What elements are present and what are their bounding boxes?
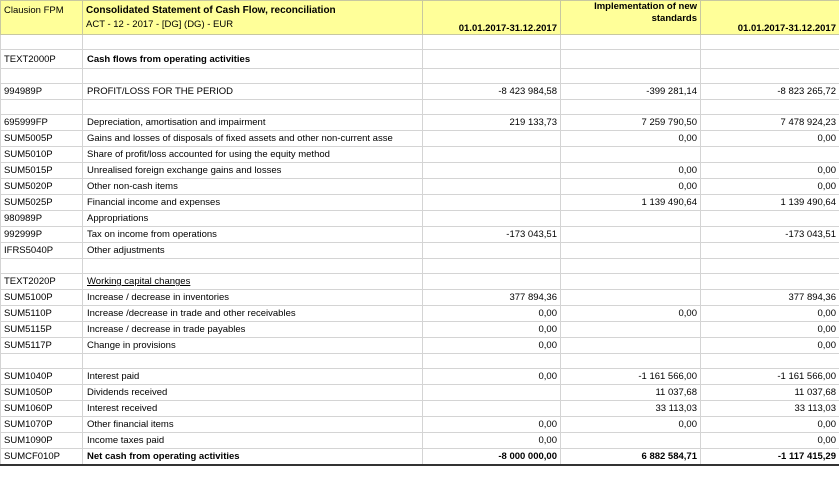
row-value-new-standards-cell[interactable]: 33 113,03 [561, 401, 701, 417]
row-value-new-standards-cell[interactable] [561, 338, 701, 354]
empty-cell[interactable] [701, 354, 839, 369]
row-code-cell[interactable]: TEXT2020P [1, 274, 83, 290]
row-code-cell[interactable]: SUM1090P [1, 433, 83, 449]
row-value-new-standards-cell[interactable] [561, 243, 701, 259]
empty-cell[interactable] [1, 35, 83, 50]
table-row [1, 50, 839, 69]
row-value-period-1-cell[interactable] [423, 211, 561, 227]
row-description-cell[interactable]: Working capital changes [83, 274, 423, 290]
empty-cell[interactable] [701, 35, 839, 50]
empty-cell[interactable] [561, 354, 701, 369]
row-code-cell[interactable]: 994989P [1, 84, 83, 100]
row-value-period-1-cell[interactable] [423, 179, 561, 195]
row-code-cell[interactable]: SUM1060P [1, 401, 83, 417]
report-title-cell[interactable] [83, 1, 423, 35]
row-description-cell[interactable]: Increase /decrease in trade and other receivables [83, 306, 423, 322]
empty-row [1, 100, 839, 115]
row-code-cell[interactable]: 980989P [1, 211, 83, 227]
row-value-new-standards-cell[interactable] [561, 322, 701, 338]
row-value-new-standards-cell[interactable] [561, 274, 701, 290]
table-row [1, 417, 839, 433]
empty-cell[interactable] [561, 259, 701, 274]
row-description-cell[interactable]: Change in provisions [83, 338, 423, 354]
row-code-cell[interactable]: SUM1050P [1, 385, 83, 401]
empty-cell[interactable] [561, 100, 701, 115]
row-value-period-1-cell[interactable] [423, 401, 561, 417]
table-row [1, 179, 839, 195]
empty-cell[interactable] [83, 100, 423, 115]
row-description-cell[interactable]: Gains and losses of disposals of fixed assets and other non-current asse [83, 131, 423, 147]
row-value-period-1-cell[interactable]: 0,00 [423, 322, 561, 338]
column-header-new-standards-line1: Implementation of new [594, 1, 697, 12]
header-row [1, 1, 839, 35]
row-value-new-standards-cell[interactable]: 1 139 490,64 [561, 195, 701, 211]
row-description-cell[interactable]: Unrealised foreign exchange gains and losses [83, 163, 423, 179]
row-value-new-standards-cell[interactable]: 11 037,68 [561, 385, 701, 401]
row-code-cell[interactable]: SUM5115P [1, 322, 83, 338]
row-description-cell[interactable]: Increase / decrease in trade payables [83, 322, 423, 338]
row-code-cell[interactable]: SUM5015P [1, 163, 83, 179]
row-value-period-2-cell[interactable] [701, 50, 839, 69]
empty-cell[interactable] [1, 100, 83, 115]
empty-cell[interactable] [423, 259, 561, 274]
table-row [1, 195, 839, 211]
row-value-new-standards-cell[interactable] [561, 290, 701, 306]
row-code-cell[interactable]: 695999FP [1, 115, 83, 131]
row-value-period-2-cell[interactable]: 33 113,03 [701, 401, 839, 417]
row-value-period-1-cell[interactable]: 0,00 [423, 369, 561, 385]
empty-row [1, 259, 839, 274]
row-value-period-2-cell[interactable] [701, 243, 839, 259]
row-value-new-standards-cell[interactable]: -399 281,14 [561, 84, 701, 100]
row-value-period-1-cell[interactable]: -8 423 984,58 [423, 84, 561, 100]
row-code-cell[interactable]: SUM5005P [1, 131, 83, 147]
table-row [1, 274, 839, 290]
table-row [1, 306, 839, 322]
row-value-period-2-cell[interactable]: 0,00 [701, 322, 839, 338]
row-description-cell[interactable]: Financial income and expenses [83, 195, 423, 211]
row-description-cell[interactable]: Income taxes paid [83, 433, 423, 449]
row-value-period-2-cell[interactable]: 0,00 [701, 131, 839, 147]
row-value-period-1-cell[interactable] [423, 195, 561, 211]
empty-cell[interactable] [423, 69, 561, 84]
row-value-period-1-cell[interactable]: 0,00 [423, 433, 561, 449]
row-value-period-1-cell[interactable]: 219 133,73 [423, 115, 561, 131]
row-value-period-2-cell[interactable]: 0,00 [701, 306, 839, 322]
empty-cell[interactable] [701, 69, 839, 84]
row-value-period-1-cell[interactable] [423, 385, 561, 401]
row-value-period-1-cell[interactable]: 0,00 [423, 306, 561, 322]
column-header-period-2[interactable] [701, 1, 839, 35]
row-description-cell[interactable]: Other adjustments [83, 243, 423, 259]
row-code-cell[interactable]: SUM5110P [1, 306, 83, 322]
empty-cell[interactable] [83, 69, 423, 84]
row-code-cell[interactable]: 992999P [1, 227, 83, 243]
empty-cell[interactable] [1, 259, 83, 274]
empty-cell[interactable] [423, 354, 561, 369]
column-header-period-1-label: 01.01.2017-31.12.2017 [458, 23, 557, 34]
row-description-cell[interactable]: Other financial items [83, 417, 423, 433]
report-title: Consolidated Statement of Cash Flow, reconciliation [86, 5, 336, 16]
row-value-period-2-cell[interactable] [701, 274, 839, 290]
row-description-cell[interactable]: Share of profit/loss accounted for using the equity method [83, 147, 423, 163]
empty-row [1, 354, 839, 369]
row-value-period-1-cell[interactable] [423, 50, 561, 69]
row-value-period-2-cell[interactable]: 0,00 [701, 433, 839, 449]
row-value-period-1-cell[interactable]: 0,00 [423, 417, 561, 433]
column-header-period-2-label: 01.01.2017-31.12.2017 [737, 23, 836, 34]
row-value-period-2-cell[interactable] [701, 211, 839, 227]
row-value-period-2-cell[interactable]: -173 043,51 [701, 227, 839, 243]
row-description-cell[interactable]: Increase / decrease in inventories [83, 290, 423, 306]
row-description-cell[interactable]: Interest received [83, 401, 423, 417]
empty-cell[interactable] [701, 100, 839, 115]
row-value-period-2-cell[interactable]: 11 037,68 [701, 385, 839, 401]
row-value-period-1-cell[interactable]: 377 894,36 [423, 290, 561, 306]
row-value-period-1-cell[interactable] [423, 147, 561, 163]
row-value-period-1-cell[interactable] [423, 274, 561, 290]
row-description-cell[interactable]: Other non-cash items [83, 179, 423, 195]
row-code-cell[interactable]: SUM1070P [1, 417, 83, 433]
column-header-period-1[interactable] [423, 1, 561, 35]
row-value-period-2-cell[interactable]: -8 823 265,72 [701, 84, 839, 100]
row-code-cell[interactable]: SUM1040P [1, 369, 83, 385]
corner-label: Clausion FPM [4, 5, 64, 16]
table-row [1, 115, 839, 131]
corner-label-cell[interactable] [1, 1, 83, 35]
row-code-cell[interactable]: SUMCF010P [1, 449, 83, 466]
empty-cell[interactable] [701, 259, 839, 274]
row-value-period-2-cell[interactable]: 1 139 490,64 [701, 195, 839, 211]
column-header-new-standards-line2: standards [651, 13, 697, 24]
empty-cell[interactable] [423, 100, 561, 115]
row-value-new-standards-cell[interactable] [561, 433, 701, 449]
row-code-cell[interactable]: SUM5025P [1, 195, 83, 211]
table-row [1, 227, 839, 243]
column-header-new-standards[interactable] [561, 1, 701, 35]
row-value-period-2-cell[interactable]: 0,00 [701, 163, 839, 179]
row-description-cell[interactable]: Tax on income from operations [83, 227, 423, 243]
row-code-cell[interactable]: SUM5100P [1, 290, 83, 306]
row-value-period-1-cell[interactable] [423, 243, 561, 259]
table-row [1, 449, 839, 466]
table-row [1, 147, 839, 163]
row-value-new-standards-cell[interactable] [561, 211, 701, 227]
row-value-period-2-cell[interactable] [701, 147, 839, 163]
table-row [1, 338, 839, 354]
row-value-new-standards-cell[interactable]: 0,00 [561, 306, 701, 322]
row-value-period-1-cell[interactable]: -173 043,51 [423, 227, 561, 243]
row-code-cell[interactable]: TEXT2000P [1, 50, 83, 69]
row-value-new-standards-cell[interactable]: 7 259 790,50 [561, 115, 701, 131]
row-value-period-2-cell[interactable]: 377 894,36 [701, 290, 839, 306]
row-value-new-standards-cell[interactable]: 6 882 584,71 [561, 449, 701, 466]
row-value-period-2-cell[interactable]: 0,00 [701, 338, 839, 354]
row-value-period-2-cell[interactable]: -1 117 415,29 [701, 449, 839, 466]
row-value-period-1-cell[interactable]: 0,00 [423, 338, 561, 354]
row-description-cell[interactable]: Cash flows from operating activities [83, 50, 423, 69]
row-value-new-standards-cell[interactable]: -1 161 566,00 [561, 369, 701, 385]
empty-cell[interactable] [1, 69, 83, 84]
report-subtitle: ACT - 12 - 2017 - [DG] (DG) - EUR [86, 19, 234, 30]
empty-cell[interactable] [561, 35, 701, 50]
row-value-new-standards-cell[interactable]: 0,00 [561, 417, 701, 433]
row-description-cell[interactable]: Appropriations [83, 211, 423, 227]
empty-cell[interactable] [1, 354, 83, 369]
row-value-period-1-cell[interactable]: -8 000 000,00 [423, 449, 561, 466]
table-row [1, 131, 839, 147]
empty-cell[interactable] [561, 69, 701, 84]
row-value-period-2-cell[interactable]: 0,00 [701, 179, 839, 195]
row-value-new-standards-cell[interactable]: 0,00 [561, 163, 701, 179]
table-row [1, 211, 839, 227]
row-value-new-standards-cell[interactable]: 0,00 [561, 131, 701, 147]
row-value-new-standards-cell[interactable]: 0,00 [561, 179, 701, 195]
table-row [1, 369, 839, 385]
table-row [1, 163, 839, 179]
empty-row [1, 35, 839, 50]
row-value-period-1-cell[interactable] [423, 131, 561, 147]
row-value-new-standards-cell[interactable] [561, 227, 701, 243]
table-row [1, 322, 839, 338]
row-value-period-1-cell[interactable] [423, 163, 561, 179]
row-code-cell[interactable]: SUM5010P [1, 147, 83, 163]
empty-cell[interactable] [423, 35, 561, 50]
table-row [1, 243, 839, 259]
table-row [1, 84, 839, 100]
row-code-cell[interactable]: IFRS5040P [1, 243, 83, 259]
row-value-period-2-cell[interactable]: 0,00 [701, 417, 839, 433]
row-value-new-standards-cell[interactable] [561, 50, 701, 69]
empty-row [1, 69, 839, 84]
row-description-cell[interactable]: Depreciation, amortisation and impairment [83, 115, 423, 131]
empty-cell[interactable] [83, 259, 423, 274]
row-description-cell[interactable]: Net cash from operating activities [83, 449, 423, 466]
row-description-cell[interactable]: Interest paid [83, 369, 423, 385]
table-row [1, 401, 839, 417]
row-code-cell[interactable]: SUM5020P [1, 179, 83, 195]
table-row [1, 290, 839, 306]
row-description-cell[interactable]: PROFIT/LOSS FOR THE PERIOD [83, 84, 423, 100]
table-row [1, 385, 839, 401]
row-value-period-2-cell[interactable]: -1 161 566,00 [701, 369, 839, 385]
row-value-period-2-cell[interactable]: 7 478 924,23 [701, 115, 839, 131]
empty-cell[interactable] [83, 354, 423, 369]
row-value-new-standards-cell[interactable] [561, 147, 701, 163]
row-code-cell[interactable]: SUM5117P [1, 338, 83, 354]
table-row [1, 433, 839, 449]
row-description-cell[interactable]: Dividends received [83, 385, 423, 401]
empty-cell[interactable] [83, 35, 423, 50]
